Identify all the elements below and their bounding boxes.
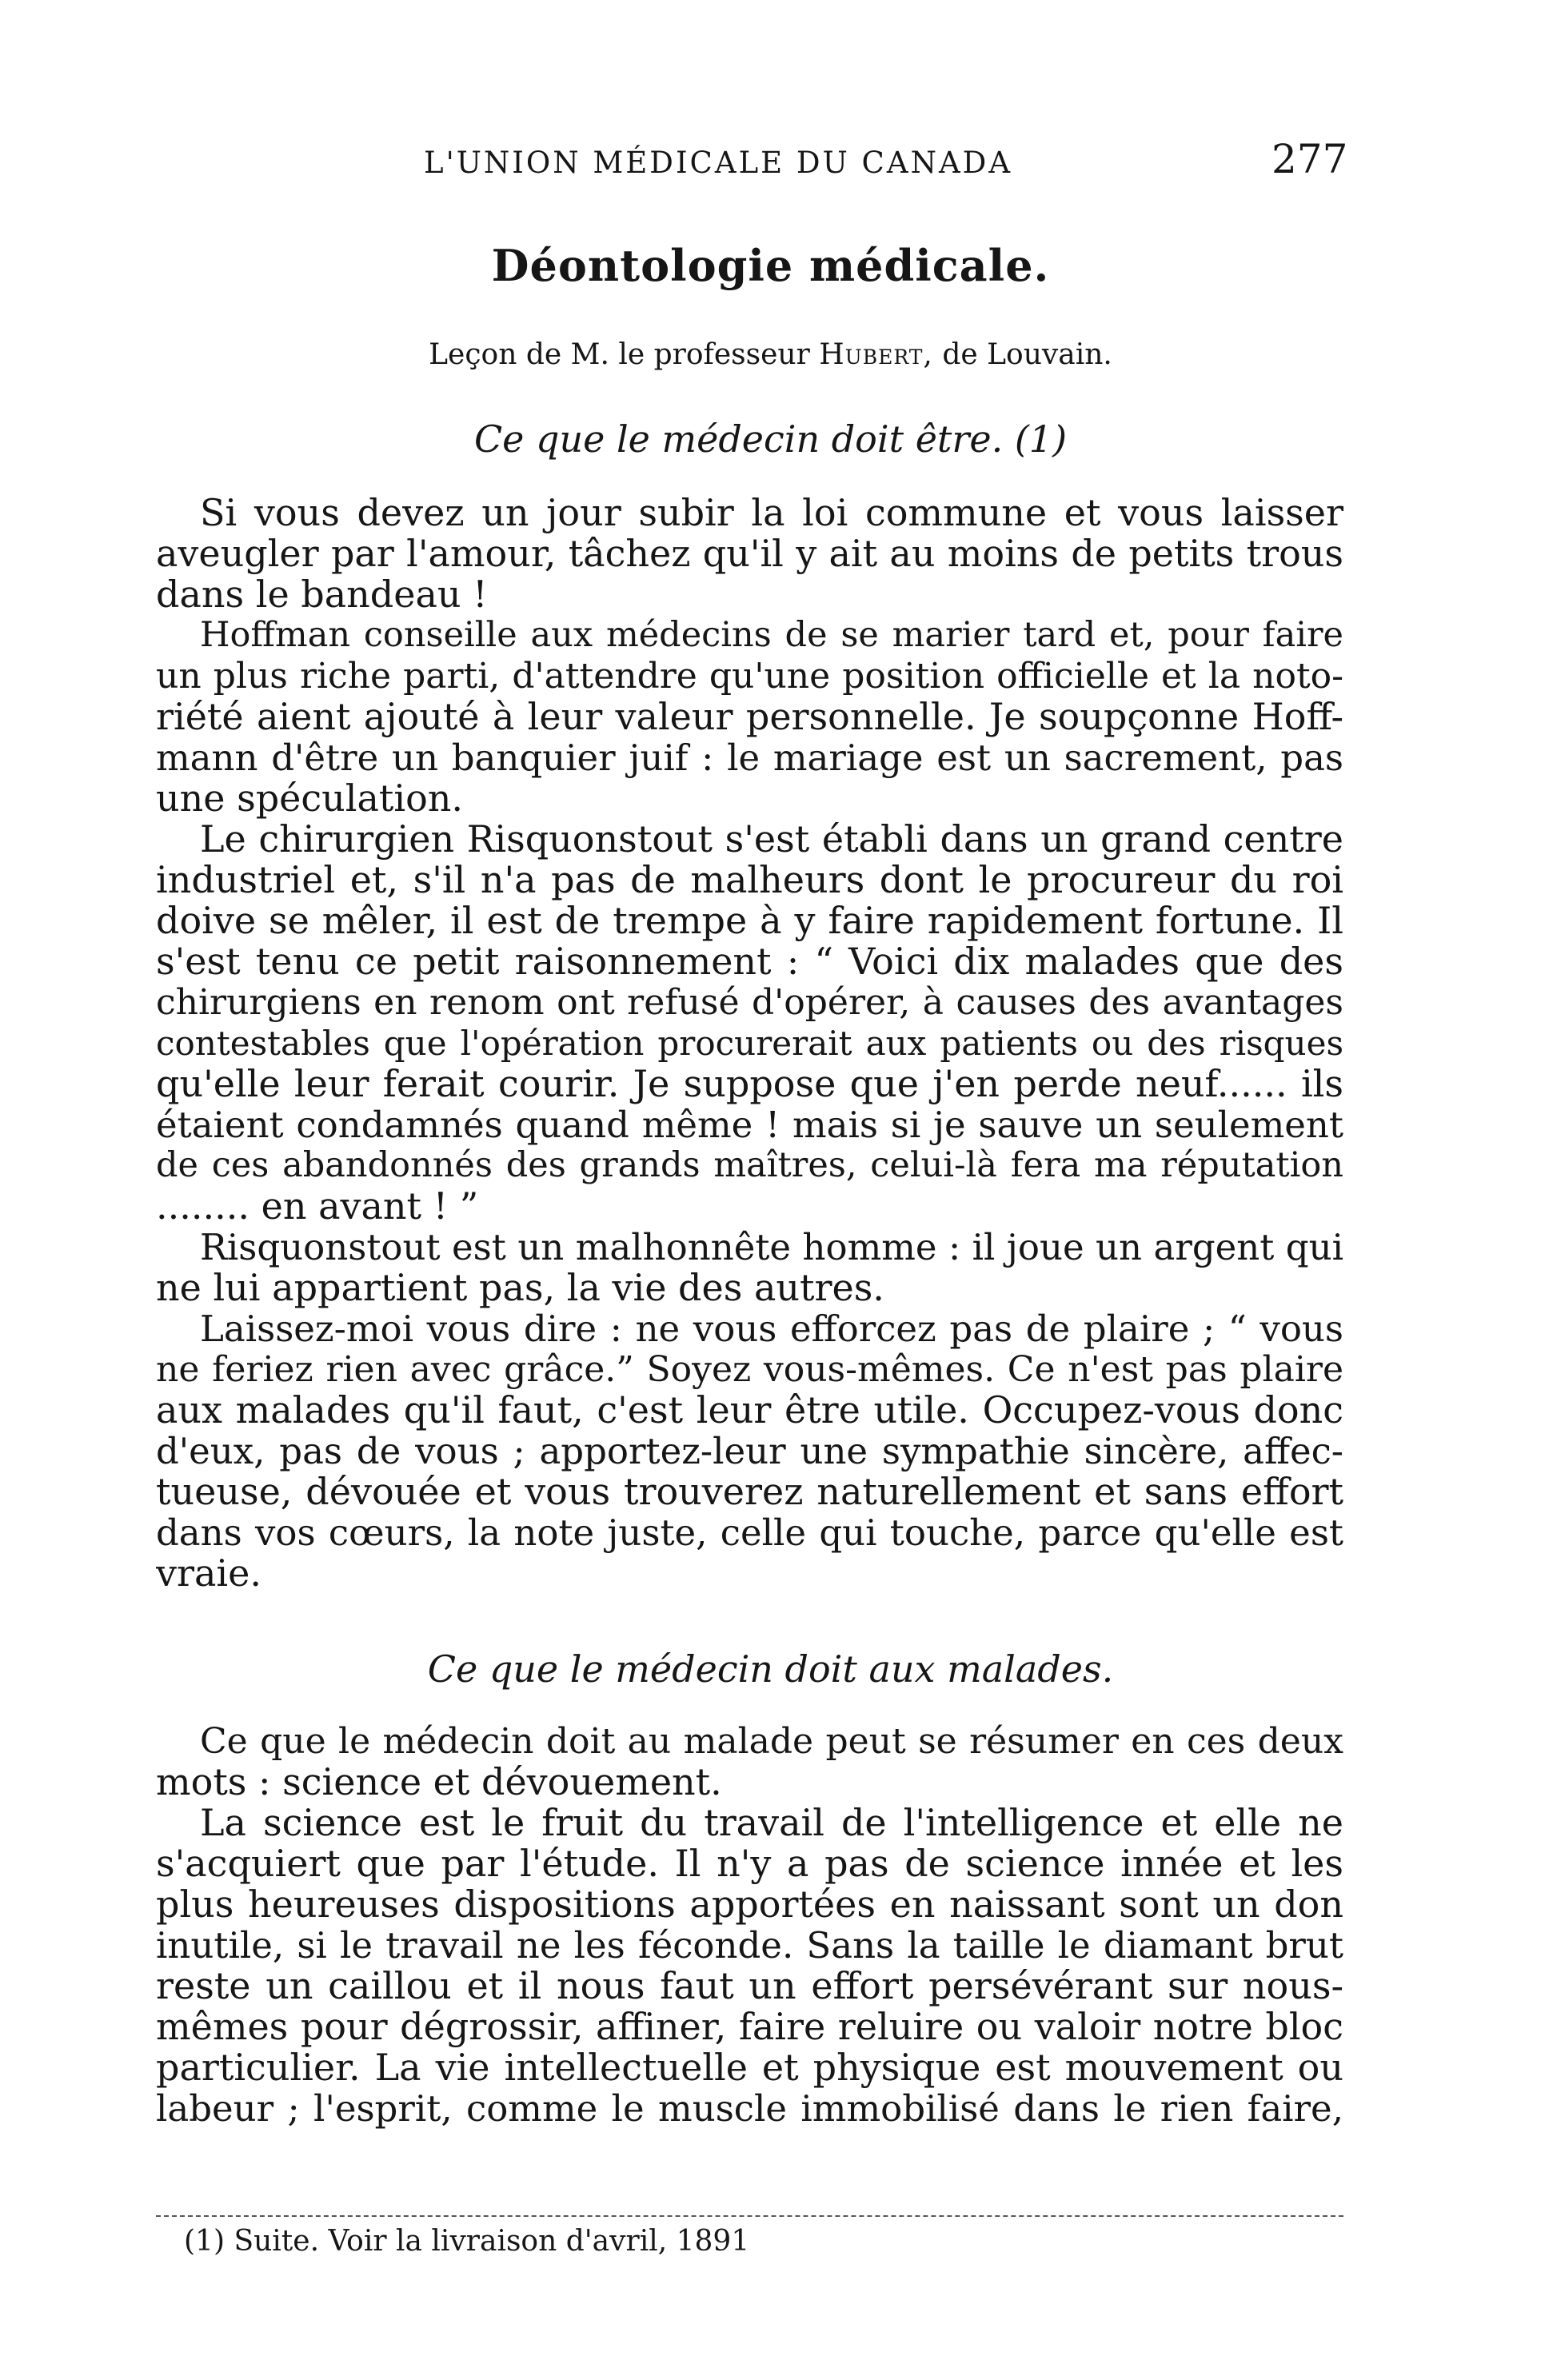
text-line: étaient condamnés quand même ! mais si je sauve un seulement xyxy=(156,1104,1343,1145)
text-line: particulier. La vie intellectuelle et physique est mouvement ou xyxy=(156,2047,1343,2088)
text-line: aux malades qu'il faut, c'est leur être utile. Occupez-vous donc xyxy=(156,1390,1343,1431)
text-line: tueuse, dévouée et vous trouverez naturellement et sans effort xyxy=(156,1472,1343,1512)
text-line: d'eux, pas de vous ; apportez-leur une sympathie sincère, affec- xyxy=(156,1431,1343,1472)
text-line: dans le bandeau ! xyxy=(156,574,488,615)
text-line: ne feriez rien avec grâce.” Soyez vous-mêmes. Ce n'est pas plaire xyxy=(156,1349,1343,1390)
byline xyxy=(0,338,1541,371)
section-body-1 xyxy=(156,493,1343,1594)
text-line: s'est tenu ce petit raisonnement : “ Voici dix malades que des xyxy=(156,941,1343,982)
text-line: La science est le fruit du travail de l'intelligence et elle ne xyxy=(200,1803,1343,1843)
text-line: industriel et, s'il n'a pas de malheurs dont le procureur du roi xyxy=(156,860,1343,900)
text-line: mots : science et dévouement. xyxy=(156,1762,722,1803)
text-line: Ce que le médecin doit au malade peut se résumer en ces deux xyxy=(200,1721,1343,1762)
text-line: mêmes pour dégrossir, affiner, faire reluire ou valoir notre bloc xyxy=(156,2007,1343,2047)
text-line: reste un caillou et il nous faut un effort persévérant sur nous- xyxy=(156,1966,1343,2007)
text-line: plus heureuses dispositions apportées en naissant sont un don xyxy=(156,1884,1343,1925)
page-number: 277 xyxy=(1272,136,1348,182)
text-line: une spéculation. xyxy=(156,778,464,819)
text-line: qu'elle leur ferait courir. Je suppose que j'en perde neuf...... ils xyxy=(156,1064,1343,1104)
text-line: Si vous devez un jour subir la loi commune et vous laisser xyxy=(200,493,1343,533)
text-line: vraie. xyxy=(156,1553,261,1594)
footnote: (1) Suite. Voir la livraison d'avril, 1891 xyxy=(184,2225,750,2258)
section-heading-doit-etre: Ce que le médecin doit être. (1) xyxy=(473,417,1068,461)
footnote-divider xyxy=(156,2215,1343,2217)
text-line: ne lui appartient pas, la vie des autres. xyxy=(156,1268,884,1308)
text-line: Laissez-moi vous dire : ne vous efforcez pas de plaire ; “ vous xyxy=(200,1308,1343,1349)
text-line: Hoffman conseille aux médecins de se marier tard et, pour faire xyxy=(200,615,1343,655)
text-line: s'acquiert que par l'étude. Il n'y a pas de science innée et les xyxy=(156,1843,1343,1884)
text-line: inutile, si le travail ne les féconde. Sans la taille le diamant brut xyxy=(156,1925,1343,1966)
text-line: dans vos cœurs, la note juste, celle qui touche, parce qu'elle est xyxy=(156,1512,1343,1553)
article-title: Déontologie médicale. xyxy=(491,240,1050,291)
text-line: de ces abandonnés des grands maîtres, celui-là fera ma réputation xyxy=(156,1145,1343,1185)
text-line: doive se mêler, il est de trempe à y faire rapidement fortune. Il xyxy=(156,900,1343,941)
author-name: Hubert, xyxy=(819,338,933,371)
text-line: contestables que l'opération procurerait aux patients ou des risques xyxy=(156,1024,1343,1063)
text-line: aveugler par l'amour, tâchez qu'il y ait au moins de petits trous xyxy=(156,533,1343,574)
text-line: riété aient ajouté à leur valeur personnelle. Je soupçonne Hoff- xyxy=(156,697,1343,737)
text-line: mann d'être un banquier juif : le mariage est un sacrement, pas xyxy=(156,737,1343,778)
section-body-2 xyxy=(156,1721,1343,2129)
text-line: ........ en avant ! ” xyxy=(156,1186,479,1227)
text-line: Le chirurgien Risquonstout s'est établi dans un grand centre xyxy=(200,819,1343,860)
byline-suffix: de Louvain. xyxy=(942,338,1112,371)
text-line: un plus riche parti, d'attendre qu'une position officielle et la noto- xyxy=(156,656,1343,697)
byline-prefix: Leçon de M. le professeur xyxy=(429,338,810,371)
text-line: labeur ; l'esprit, comme le muscle immobilisé dans le rien faire, xyxy=(156,2088,1343,2129)
text-line: Risquonstout est un malhonnête homme : il joue un argent qui xyxy=(200,1227,1343,1268)
text-line: chirurgiens en renom ont refusé d'opérer, à causes des avantages xyxy=(156,982,1343,1023)
journal-title: L'UNION MÉDICALE DU CANADA xyxy=(424,146,1013,180)
section-heading-doit-aux-malades: Ce que le médecin doit aux malades. xyxy=(427,1647,1114,1691)
running-header xyxy=(0,136,1541,200)
